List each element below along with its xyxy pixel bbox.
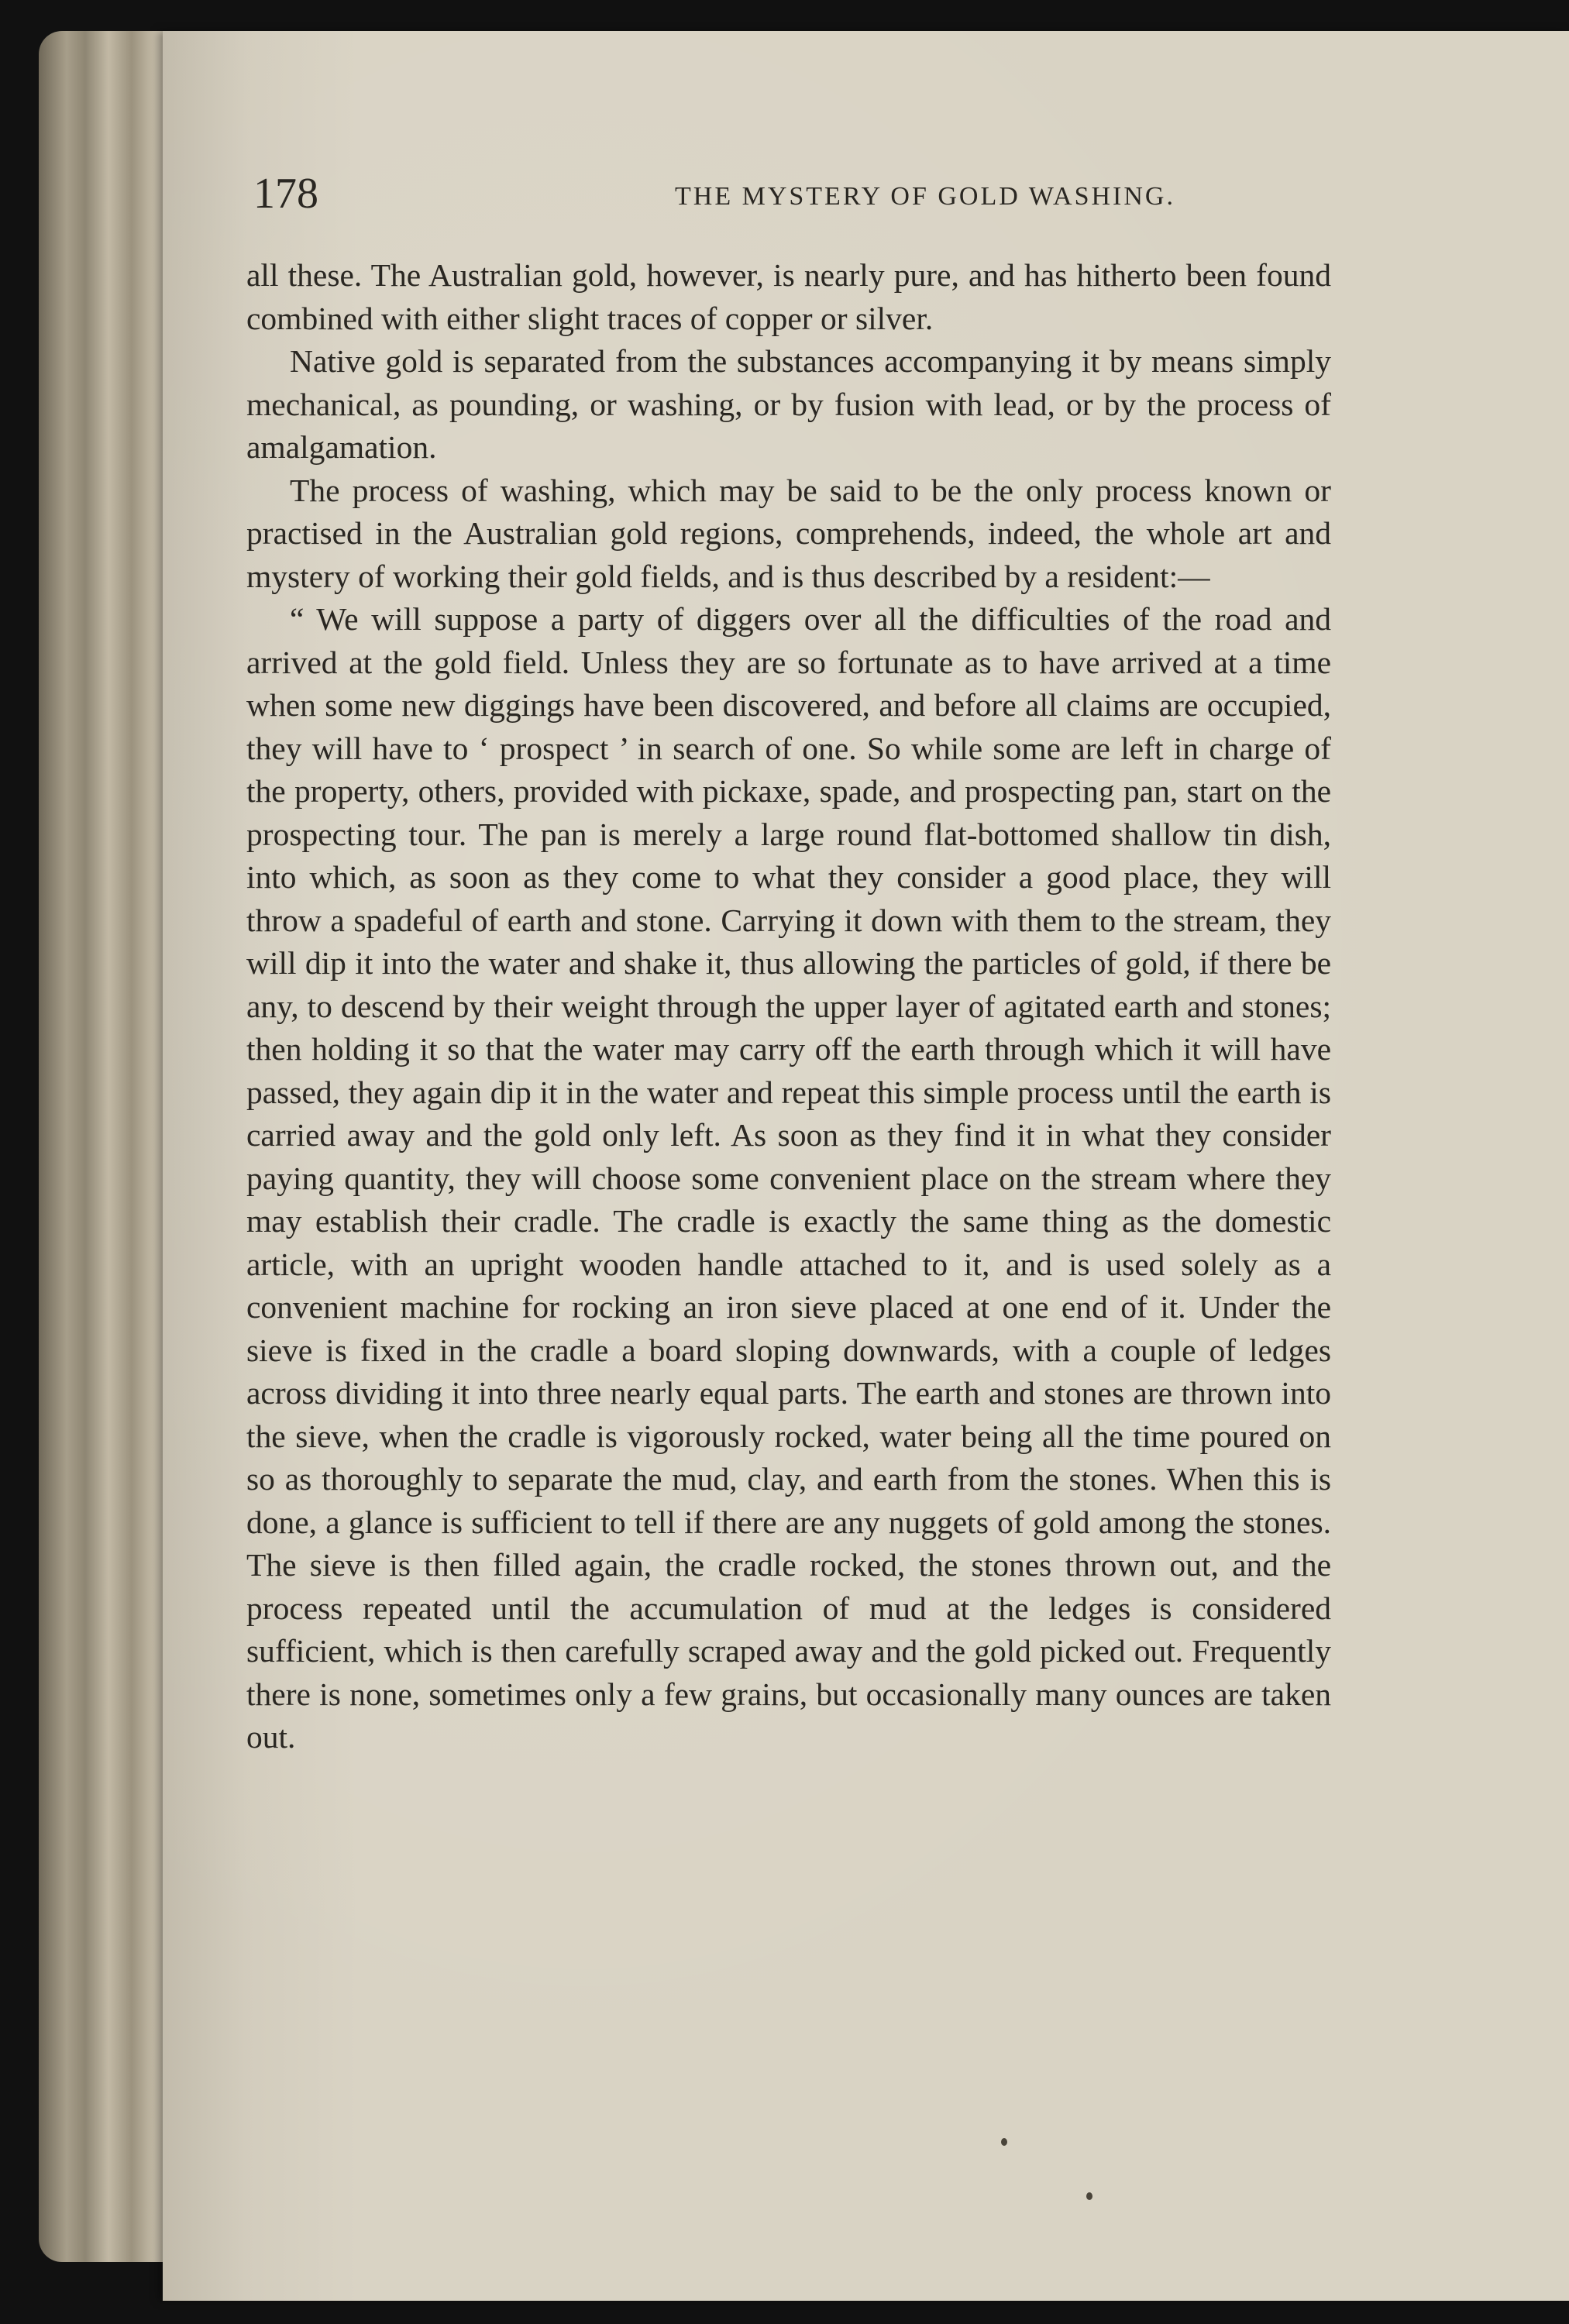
- page-number: 178: [253, 170, 318, 218]
- paragraph: Native gold is separated from the substances accompanying it by means simply mechanical, as pounding, or washing, or by fusion with lead, or by the process of amalgamation.: [246, 343, 1331, 465]
- ink-speck: [1086, 2192, 1092, 2200]
- running-head: THE MYSTERY OF GOLD WASHING.: [675, 182, 1175, 211]
- paragraph: “ We will suppose a party of diggers over all the difficulties of the road and arrived at the gold field. Unless they are so fortunate as to have arrived at a time when some new diggings have been discovered, and before all claims are occupied, they will have to ‘ prospect ’ in search of one. So while some are left in charge of the property, others, provided with pickaxe, spade, and prospecting pan, start on the prospecting tour. The pan is merely a large round flat-bottomed shallow tin dish, into which, as soon as they come to what they consider a good place, they will throw a spadeful of earth and stone. Carrying it down with them to the stream, they will dip it into the water and shake it, thus allowing the particles of gold, if there be any, to descend by their weight through the upper layer of agitated earth and stones; then holding it so that the water may carry off the earth through which it will have passed, they again dip it in the water and repeat this simple process until the earth is carried away and the gold only left. As soon as they find it in what they consider paying quantity, they will choose some convenient place on the stream where they may establish their cradle. The cradle is exactly the same thing as the domestic article, with an upright wooden handle attached to it, and is used solely as a convenient machine for rocking an iron sieve placed at one end of it. Under the sieve is fixed in the cradle a board sloping downwards, with a couple of ledges across dividing it into three nearly equal parts. The earth and stones are thrown into the sieve, when the cradle is vigorously rocked, water being all the time poured on so as thoroughly to separate the mud, clay, and earth from the stones. When this is done, a glance is sufficient to tell if there are any nuggets of gold among the stones. The sieve is then filled again, the cradle rocked, the stones thrown out, and the process repeated until the accumulation of mud at the ledges is considered sufficient, which is then carefully scraped away and the gold picked out. Frequently there is none, sometimes only a few grains, but occasionally many ounces are taken out.: [246, 601, 1331, 1755]
- paragraph: all these. The Australian gold, however, is nearly pure, and has hitherto been found combined with either slight traces of copper or silver.: [246, 257, 1331, 336]
- body-text: [246, 254, 1331, 1759]
- paragraph: The process of washing, which may be said to be the only process known or practised in the Australian gold regions, comprehends, indeed, the whole art and mystery of working their gold fields, and is thus described by a resident:—: [246, 472, 1331, 594]
- page-header: [253, 167, 1323, 221]
- ink-speck: [1001, 2138, 1007, 2146]
